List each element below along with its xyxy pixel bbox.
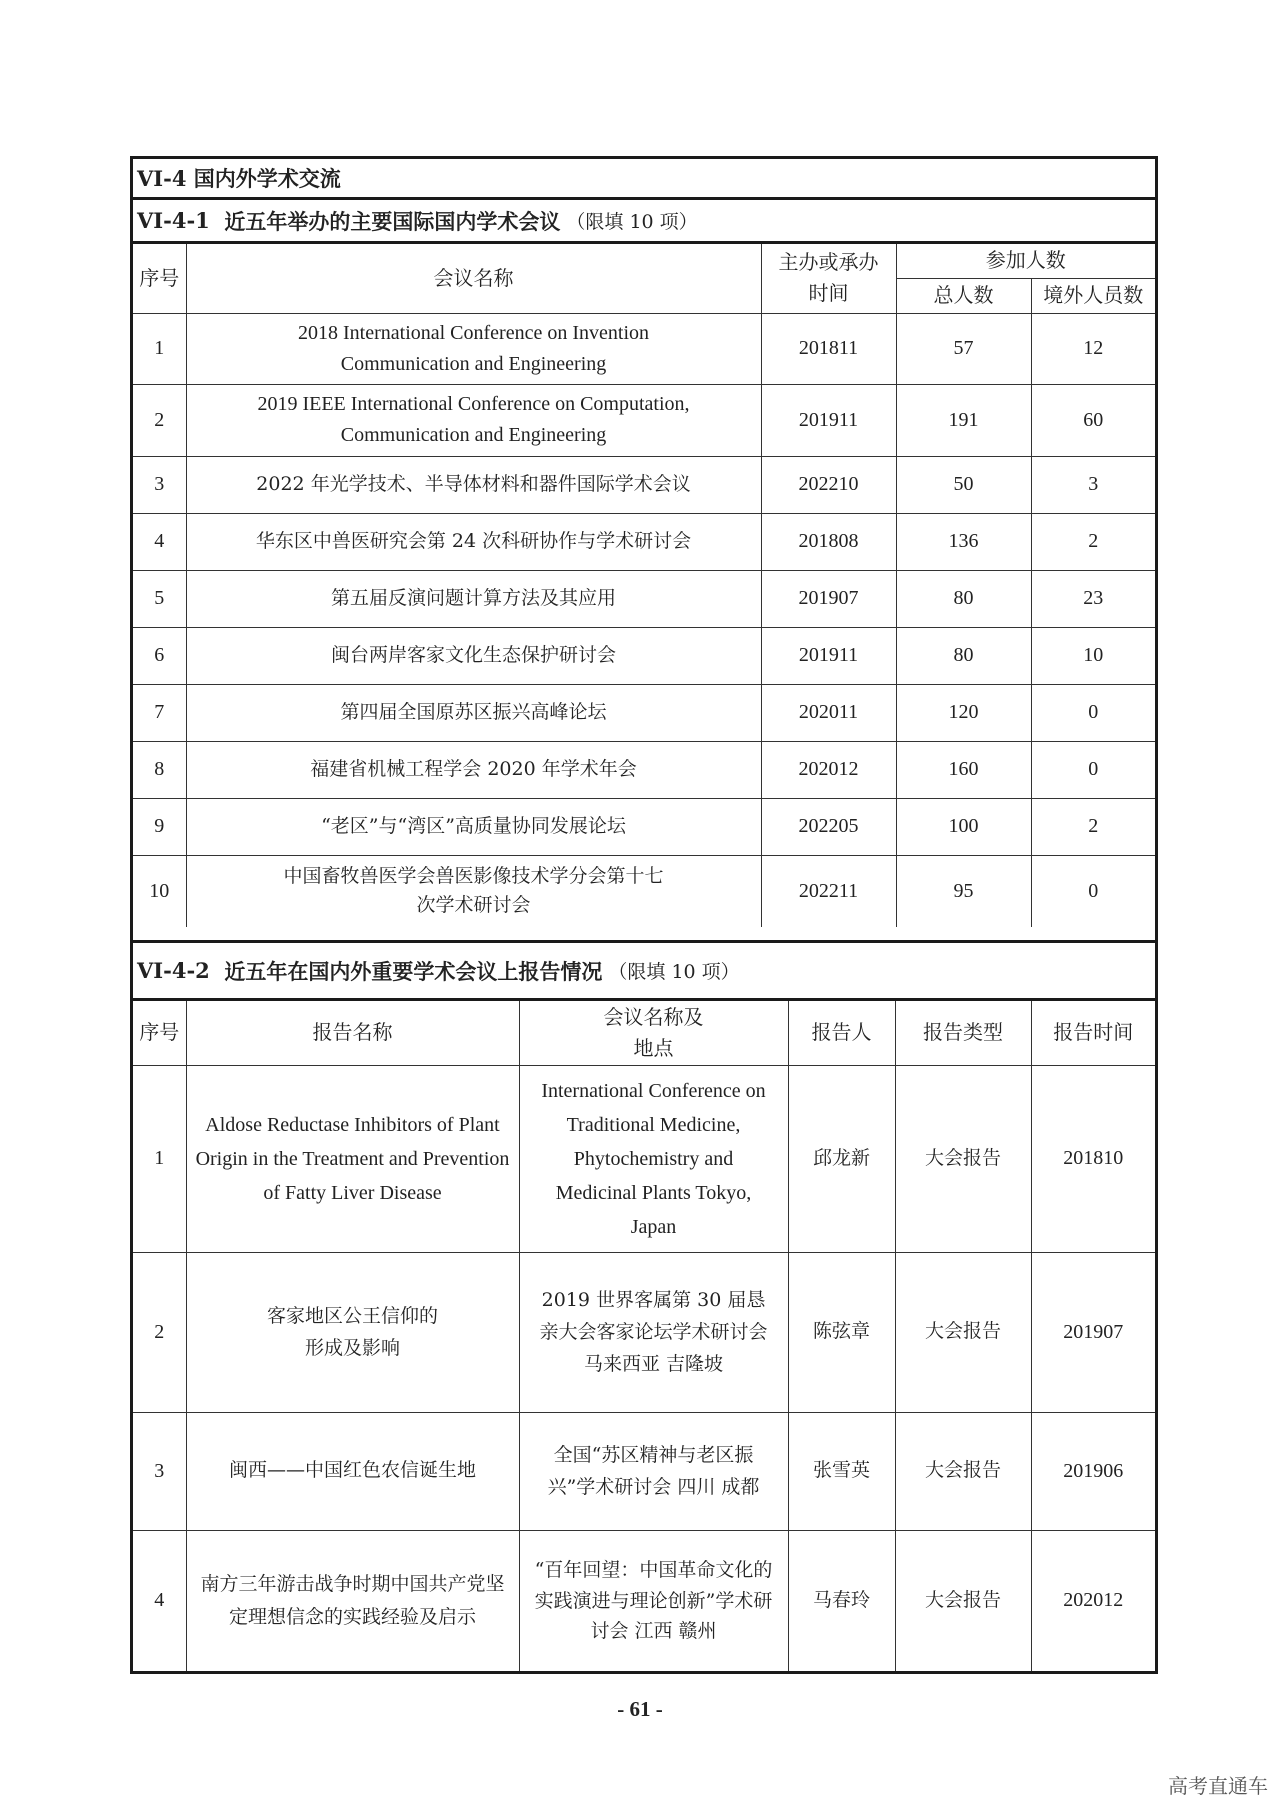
th-host-time: 主办或承办时间 <box>761 244 896 313</box>
cell-no: 3 <box>133 456 186 513</box>
cell-foreign: 3 <box>1031 456 1155 513</box>
cell-name: 2018 International Conference on Invention Communication and Engineering <box>186 313 761 384</box>
cell-type: 大会报告 <box>895 1412 1031 1530</box>
cell-foreign: 0 <box>1031 684 1155 741</box>
cell-time: 202012 <box>761 741 896 798</box>
document-frame <box>130 156 1158 1674</box>
cell-foreign: 0 <box>1031 741 1155 798</box>
table-row <box>133 627 1155 684</box>
sub1-code: VI-4-1 <box>137 208 210 233</box>
cell-name: 2019 IEEE International Conference on Computation, Communication and Engineering <box>186 384 761 456</box>
cell-foreign: 0 <box>1031 855 1155 927</box>
cell-time: 201911 <box>761 627 896 684</box>
th-participants: 参加人数 <box>896 244 1155 278</box>
cell-report: 闽西——中国红色农信诞生地 <box>186 1412 519 1530</box>
table-row <box>133 1252 1155 1412</box>
table1-header-row <box>133 244 1155 278</box>
report-table <box>133 1001 1155 1671</box>
cell-time: 201911 <box>761 384 896 456</box>
cell-speaker: 张雪英 <box>788 1412 895 1530</box>
cell-name: 闽台两岸客家文化生态保护研讨会 <box>186 627 761 684</box>
sub1-note: （限填 10 项） <box>566 211 698 233</box>
cell-foreign: 2 <box>1031 798 1155 855</box>
cell-total: 100 <box>896 798 1031 855</box>
cell-no: 1 <box>133 1065 186 1252</box>
cell-no: 1 <box>133 313 186 384</box>
section-title-text: VI-4 国内外学术交流 <box>137 166 341 191</box>
cell-total: 136 <box>896 513 1031 570</box>
table-row <box>133 456 1155 513</box>
cell-no: 4 <box>133 513 186 570</box>
cell-total: 120 <box>896 684 1031 741</box>
table-row <box>133 313 1155 384</box>
cell-time: 202012 <box>1031 1530 1155 1671</box>
cell-report: Aldose Reductase Inhibitors of Plant Origin in the Treatment and Prevention of Fatty Liver Disease <box>186 1065 519 1252</box>
cell-name: 第四届全国原苏区振兴高峰论坛 <box>186 684 761 741</box>
sub1-title <box>133 200 1155 244</box>
cell-time: 202205 <box>761 798 896 855</box>
cell-total: 80 <box>896 570 1031 627</box>
cell-report: 客家地区公王信仰的形成及影响 <box>186 1252 519 1412</box>
cell-no: 10 <box>133 855 186 927</box>
table-row <box>133 513 1155 570</box>
sub2-code: VI-4-2 <box>137 958 210 983</box>
table-row <box>133 1530 1155 1671</box>
cell-type: 大会报告 <box>895 1530 1031 1671</box>
cell-time: 201907 <box>1031 1252 1155 1412</box>
cell-name: 福建省机械工程学会 2020 年学术年会 <box>186 741 761 798</box>
th-report-name: 报告名称 <box>186 1001 519 1065</box>
th-total: 总人数 <box>896 278 1031 313</box>
cell-foreign: 10 <box>1031 627 1155 684</box>
table-row <box>133 741 1155 798</box>
cell-no: 3 <box>133 1412 186 1530</box>
th-speaker: 报告人 <box>788 1001 895 1065</box>
cell-speaker: 邱龙新 <box>788 1065 895 1252</box>
th-meeting-name: 会议名称 <box>186 244 761 313</box>
cell-time: 202210 <box>761 456 896 513</box>
cell-no: 2 <box>133 384 186 456</box>
cell-no: 2 <box>133 1252 186 1412</box>
cell-time: 201808 <box>761 513 896 570</box>
cell-total: 95 <box>896 855 1031 927</box>
cell-time: 201907 <box>761 570 896 627</box>
table-row <box>133 684 1155 741</box>
cell-foreign: 2 <box>1031 513 1155 570</box>
sub2-title <box>133 940 1155 1001</box>
cell-time: 201811 <box>761 313 896 384</box>
sub1-title-text: 近五年举办的主要国际国内学术会议 <box>224 208 561 234</box>
cell-report: 南方三年游击战争时期中国共产党坚定理想信念的实践经验及启示 <box>186 1530 519 1671</box>
cell-meeting: 2019 世界客属第 30 届恳亲大会客家论坛学术研讨会 马来西亚 吉隆坡 <box>519 1252 788 1412</box>
cell-type: 大会报告 <box>895 1252 1031 1412</box>
th-foreign: 境外人员数 <box>1031 278 1155 313</box>
cell-type: 大会报告 <box>895 1065 1031 1252</box>
cell-time: 201810 <box>1031 1065 1155 1252</box>
cell-foreign: 12 <box>1031 313 1155 384</box>
cell-time: 202211 <box>761 855 896 927</box>
watermark: 高考直通车 <box>1168 1774 1268 1798</box>
cell-total: 80 <box>896 627 1031 684</box>
cell-no: 5 <box>133 570 186 627</box>
th-report-time: 报告时间 <box>1031 1001 1155 1065</box>
table2-header-row <box>133 1001 1155 1065</box>
cell-total: 57 <box>896 313 1031 384</box>
cell-foreign: 23 <box>1031 570 1155 627</box>
cell-speaker: 陈弦章 <box>788 1252 895 1412</box>
sub2-title-text: 近五年在国内外重要学术会议上报告情况 <box>224 958 603 984</box>
sub2-note: （限填 10 项） <box>608 961 740 983</box>
table-row <box>133 1412 1155 1530</box>
table-row <box>133 1065 1155 1252</box>
cell-no: 7 <box>133 684 186 741</box>
cell-time: 201906 <box>1031 1412 1155 1530</box>
cell-time: 202011 <box>761 684 896 741</box>
conference-table <box>133 244 1155 927</box>
cell-meeting: “百年回望：中国革命文化的实践演进与理论创新”学术研讨会 江西 赣州 <box>519 1530 788 1671</box>
cell-no: 9 <box>133 798 186 855</box>
cell-meeting: International Conference on Traditional Medicine, Phytochemistry and Medicinal Plants Tokyo, Japan <box>519 1065 788 1252</box>
table-row <box>133 384 1155 456</box>
cell-speaker: 马春玲 <box>788 1530 895 1671</box>
cell-name: 2022 年光学技术、半导体材料和器件国际学术会议 <box>186 456 761 513</box>
table-row <box>133 570 1155 627</box>
cell-total: 50 <box>896 456 1031 513</box>
cell-name: 华东区中兽医研究会第 24 次科研协作与学术研讨会 <box>186 513 761 570</box>
th-meeting-place: 会议名称及地点 <box>519 1001 788 1065</box>
table-row <box>133 798 1155 855</box>
section-title <box>133 159 1155 200</box>
cell-no: 6 <box>133 627 186 684</box>
cell-foreign: 60 <box>1031 384 1155 456</box>
page-number: - 61 - <box>617 1697 663 1721</box>
cell-name: 中国畜牧兽医学会兽医影像技术学分会第十七次学术研讨会 <box>186 855 761 927</box>
cell-total: 160 <box>896 741 1031 798</box>
th-report-type: 报告类型 <box>895 1001 1031 1065</box>
th-no: 序号 <box>133 1001 186 1065</box>
cell-name: 第五届反演问题计算方法及其应用 <box>186 570 761 627</box>
table-row <box>133 855 1155 927</box>
cell-name: “老区”与“湾区”高质量协同发展论坛 <box>186 798 761 855</box>
cell-no: 4 <box>133 1530 186 1671</box>
cell-total: 191 <box>896 384 1031 456</box>
th-no: 序号 <box>133 244 186 313</box>
cell-no: 8 <box>133 741 186 798</box>
cell-meeting: 全国“苏区精神与老区振兴”学术研讨会 四川 成都 <box>519 1412 788 1530</box>
